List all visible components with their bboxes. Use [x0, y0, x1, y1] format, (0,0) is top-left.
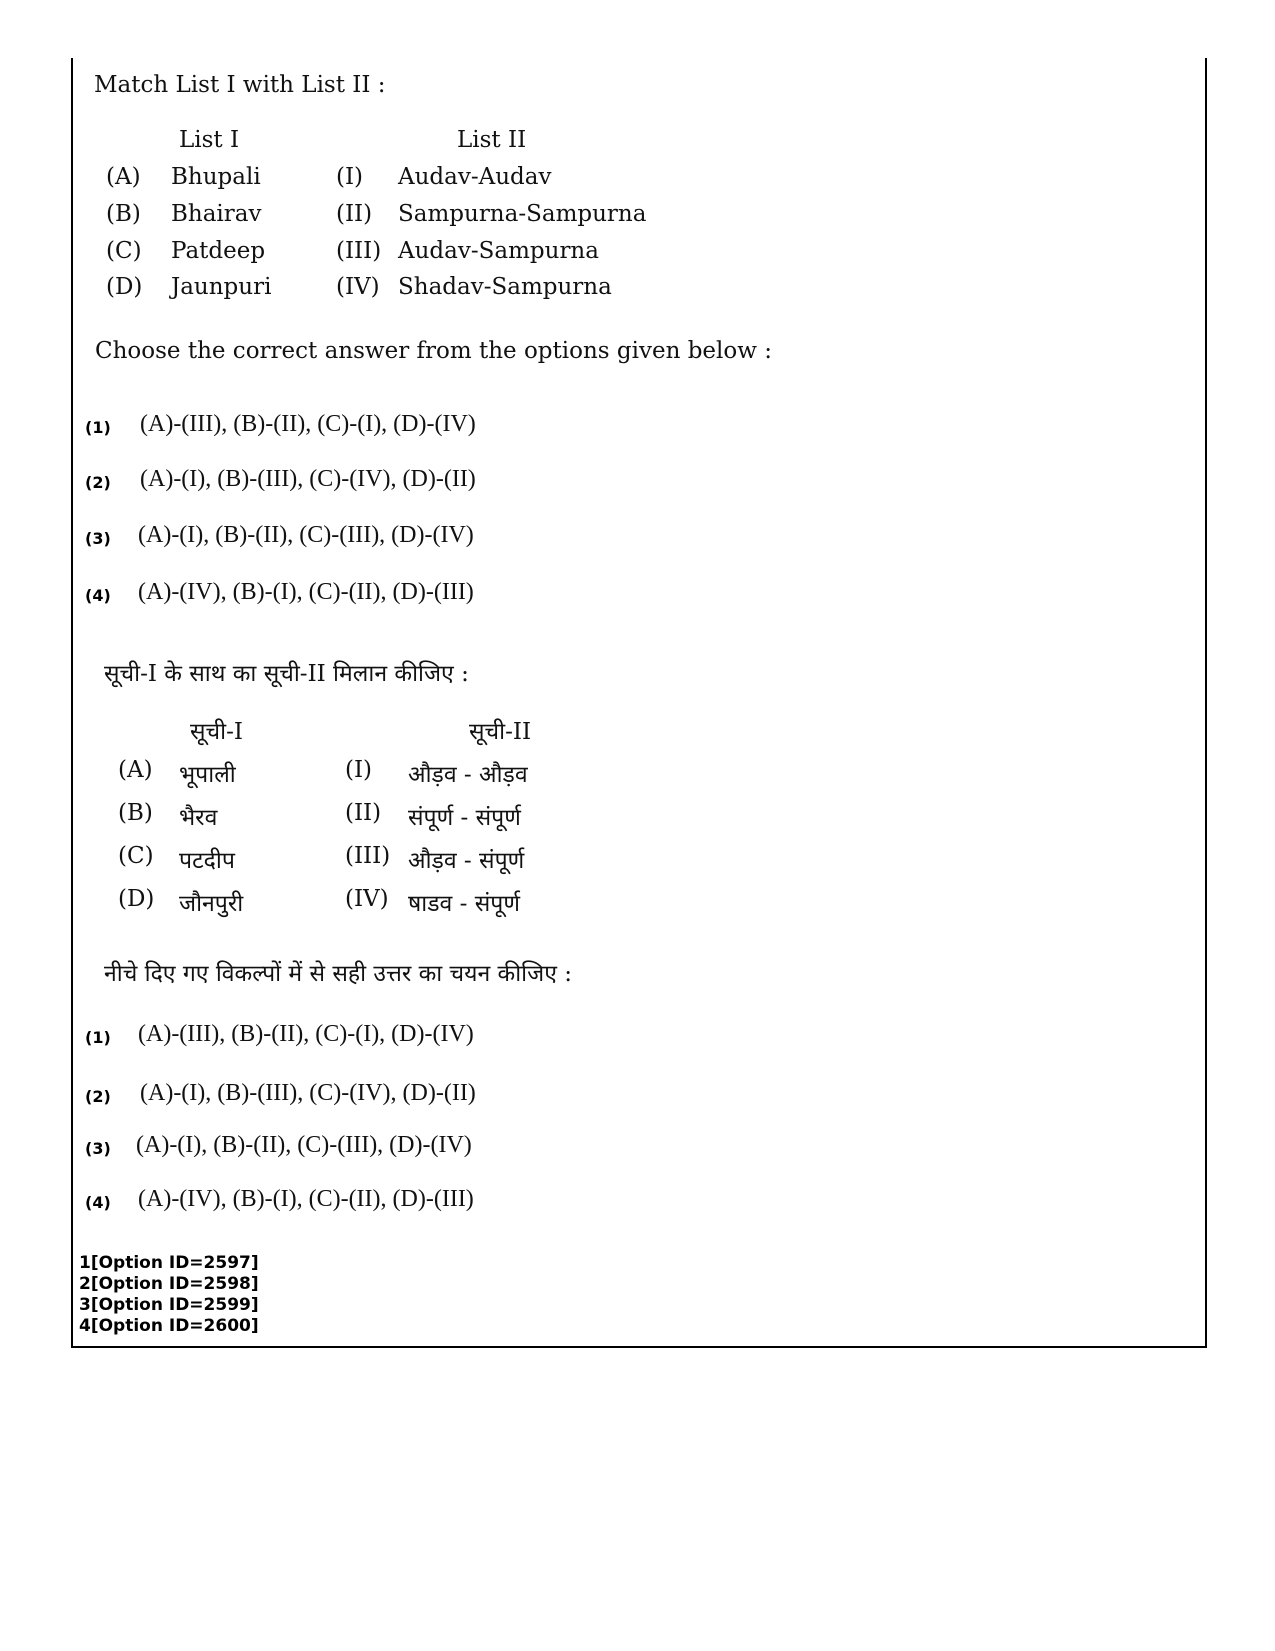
list1-code: (D)	[106, 274, 143, 300]
list1-item: Patdeep	[171, 238, 266, 264]
list2-item: संपूर्ण - संपूर्ण	[408, 805, 521, 831]
list2-item: Audav-Sampurna	[398, 238, 599, 264]
list1-item: पटदीप	[179, 848, 235, 874]
option-number: (4)	[85, 1193, 111, 1212]
option-id: 3[Option ID=2599]	[79, 1295, 259, 1315]
list1-item: Bhairav	[171, 201, 262, 227]
list1-code: (D)	[118, 886, 155, 912]
list1-code: (C)	[106, 238, 142, 264]
list1-item: जौनपुरी	[179, 891, 244, 917]
question-prompt-en: Match List I with List II :	[94, 72, 386, 98]
list2-item: औड़व - संपूर्ण	[408, 848, 525, 874]
list2-code: (I)	[336, 164, 364, 190]
option-number: (2)	[85, 1087, 111, 1106]
list1-code: (B)	[118, 800, 153, 826]
choose-instruction-hi: नीचे दिए गए विकल्पों में से सही उत्तर का चयन कीजिए :	[104, 961, 572, 987]
list2-item: Shadav-Sampurna	[398, 274, 612, 300]
list1-code: (B)	[106, 201, 141, 227]
list2-code: (III)	[345, 843, 391, 869]
option-id-list	[79, 1253, 259, 1337]
list2-code: (III)	[336, 238, 382, 264]
list2-item: Sampurna-Sampurna	[398, 201, 647, 227]
list1-header-hi: सूची-I	[190, 719, 243, 745]
list1-code: (C)	[118, 843, 154, 869]
option-number: (2)	[85, 473, 111, 492]
list2-item: षाडव - संपूर्ण	[408, 891, 520, 917]
option-number: (3)	[85, 529, 111, 548]
list1-item: भैरव	[179, 805, 218, 831]
option-text: (A)-(I), (B)-(II), (C)-(III), (D)-(IV)	[138, 522, 474, 548]
option-id: 2[Option ID=2598]	[79, 1274, 259, 1294]
question-prompt-hi: सूची-I के साथ का सूची-II मिलान कीजिए :	[104, 661, 469, 687]
option-text: (A)-(IV), (B)-(I), (C)-(II), (D)-(III)	[138, 1186, 474, 1212]
list1-code: (A)	[118, 757, 153, 783]
list1-item: भूपाली	[179, 762, 236, 788]
list1-item: Jaunpuri	[171, 274, 272, 300]
choose-instruction-en: Choose the correct answer from the options given below :	[95, 338, 772, 364]
option-text: (A)-(IV), (B)-(I), (C)-(II), (D)-(III)	[138, 579, 474, 605]
list1-item: Bhupali	[171, 164, 261, 190]
list2-header-en: List II	[457, 127, 527, 153]
option-text: (A)-(III), (B)-(II), (C)-(I), (D)-(IV)	[138, 1021, 474, 1047]
list2-code: (IV)	[336, 274, 380, 300]
option-number: (1)	[85, 418, 111, 437]
option-text: (A)-(I), (B)-(III), (C)-(IV), (D)-(II)	[140, 466, 476, 492]
option-text: (A)-(III), (B)-(II), (C)-(I), (D)-(IV)	[140, 411, 476, 437]
option-text: (A)-(I), (B)-(III), (C)-(IV), (D)-(II)	[140, 1080, 476, 1106]
list2-code: (II)	[345, 800, 382, 826]
option-number: (4)	[85, 586, 111, 605]
option-text: (A)-(I), (B)-(II), (C)-(III), (D)-(IV)	[136, 1132, 472, 1158]
list1-header-en: List I	[179, 127, 240, 153]
list2-code: (I)	[345, 757, 373, 783]
list1-code: (A)	[106, 164, 141, 190]
list2-code: (IV)	[345, 886, 389, 912]
list2-header-hi: सूची-II	[469, 719, 532, 745]
list2-item: औड़व - औड़व	[408, 762, 528, 788]
list2-code: (II)	[336, 201, 373, 227]
option-id: 4[Option ID=2600]	[79, 1316, 259, 1336]
list2-item: Audav-Audav	[398, 164, 552, 190]
option-number: (3)	[85, 1139, 111, 1158]
option-id: 1[Option ID=2597]	[79, 1253, 259, 1273]
option-number: (1)	[85, 1028, 111, 1047]
